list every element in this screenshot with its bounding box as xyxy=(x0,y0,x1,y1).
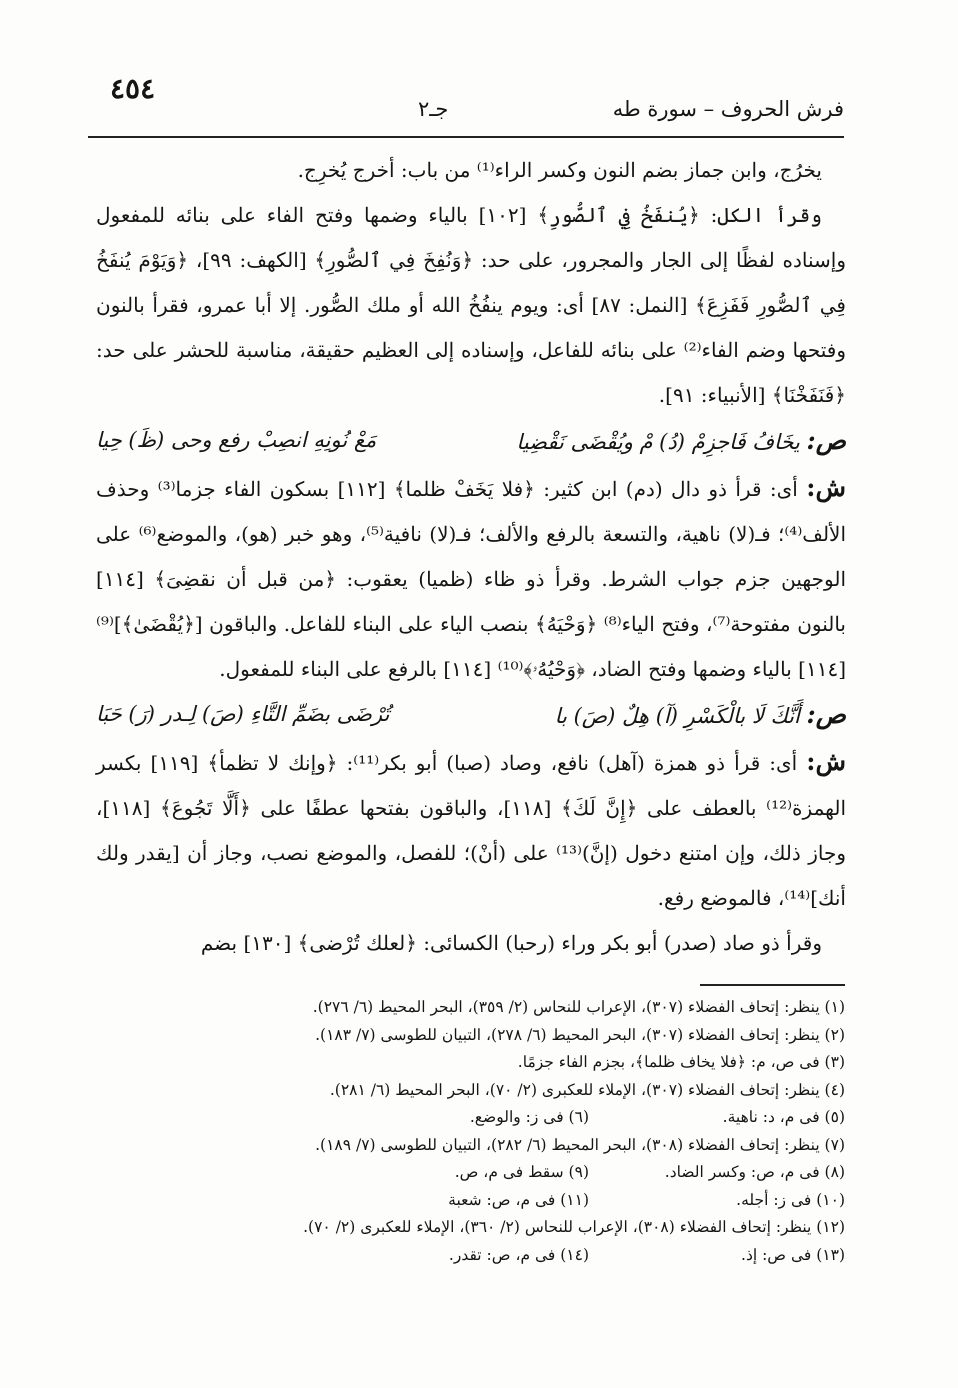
footnote: (٢) ينظر: إتحاف الفضلاء (٣٠٧)، البحر المحيط (٦/ ٢٧٨)، التبيان للطوسى (٧/ ١٨٣). xyxy=(315,1025,845,1044)
paragraph-last: وقرأ ذو صاد (صدر) أبو بكر وراء (رحبا) الكسائى: ﴿لعلك تُرْضى﴾ [١٣٠] بضم xyxy=(200,931,822,955)
running-title: فرش الحروف – سورة طه xyxy=(612,97,844,121)
footnote-row xyxy=(150,1077,845,1105)
footnote: (٤) ينظر: إتحاف الفضلاء (٣٠٧)، الإملاء للعكبرى (٢/ ٧٠)، البحر المحيط (٦/ ٢٨١). xyxy=(329,1080,845,1099)
running-header xyxy=(88,95,844,133)
verse-mark: ص: xyxy=(806,700,846,729)
poem-line-1 xyxy=(96,418,846,465)
footnote: (٦) فى ز: والوضع. xyxy=(469,1108,589,1126)
commentary-text: أى: قرأ ذو دال (دم) ابن كثير: ﴿فلا يَخَفْ ظلما﴾ [١١٢] بسكون الفاء جزما⁽³⁾ وحذف الألف⁽⁴⁾؛ فـ(لا) ناهية، والتسعة بالرفع والألف؛ فـ(لا) نافية⁽⁵⁾، وهو خبر (هو)، والموضع⁽⁶⁾ على الوجهين جزم جواب الشرط. وقرأ ذو ظاء (ظميا) يعقوب: ﴿من قبل أن نقضِىَ﴾ [١١٤] بالنون مفتوحة⁽⁷⁾، وفتح الياء⁽⁸⁾ ﴿وَحْيَهُ﴾ بنصب الياء على البناء للفاعل. والباقون [﴿يُقْضَىٰ﴾]⁽⁹⁾ [١١٤] بالياء وضمها وفتح الضاد، ﴿وَحْيُهُۥ﴾⁽¹⁰⁾ [١١٤] بالرفع على البناء للمفعول. xyxy=(96,477,846,681)
main-text xyxy=(96,148,846,966)
poem-line-2 xyxy=(96,692,846,739)
commentary-mark: ش: xyxy=(806,747,847,776)
footnote: (١) ينظر: إتحاف الفضلاء (٣٠٧)، الإعراب للنحاس (٢/ ٣٥٩)، البحر المحيط (٦/ ٢٧٦). xyxy=(312,998,845,1016)
footnote-row xyxy=(150,1132,845,1160)
footnote: (٥) فى م، د: ناهية. xyxy=(722,1108,845,1126)
poem-hemistich-right xyxy=(516,418,846,465)
hemistich-text: يخَافُ فَاجزِمْ (دُ) مْ ويُقْضَى نَقْضِيا xyxy=(516,430,800,454)
footnotes xyxy=(150,994,845,1269)
footnote-rule xyxy=(700,984,845,986)
footnote: (١٢) ينظر: إتحاف الفضلاء (٣٠٨)، الإعراب للنحاس (٢/ ٣٦٠)، الإملاء للعكبرى (٢/ ٧٠). xyxy=(303,1218,845,1236)
verse-mark: ص: xyxy=(806,426,846,455)
footnote: (٧) ينظر: إتحاف الفضلاء (٣٠٨)، البحر المحيط (٦/ ٢٨٢)، التبيان للطوسى (٧/ ١٨٩). xyxy=(315,1135,845,1154)
footnote-row xyxy=(150,1242,845,1270)
footnote: (١١) فى م، ص: شعبة xyxy=(448,1190,589,1209)
footnote-row xyxy=(150,1022,845,1050)
commentary-2 xyxy=(96,739,846,921)
volume-label: جـ٢ xyxy=(418,97,449,121)
poem-hemistich-left: مَعْ نُونِهِ انصِبْ رفع وحى (ظَ) حِيا xyxy=(96,428,377,452)
paragraph-1: يخرُج، وابن جماز بضم النون وكسر الراء⁽¹⁾ من باب: أخرج يُخرِج. xyxy=(297,158,822,182)
commentary-mark: ش: xyxy=(806,473,847,502)
hemistich-text: أَنَّكَ لَا بالْكَسْرِ (آ) هِلٌ (صَ) با xyxy=(554,704,800,728)
header-rule xyxy=(88,136,844,138)
footnote: (١٣) فى ص: إذ. xyxy=(741,1245,845,1264)
footnote: (١٠) فى ز: أجله. xyxy=(736,1190,845,1209)
commentary-1 xyxy=(96,465,846,692)
footnote: (٣) فى ص، م: ﴿فلا يخاف ظلما﴾، بجزم الفاء جزمًا. xyxy=(517,1053,845,1071)
paragraph-2: وقرأ الكل: ﴿يُنفَخُ فِي ٱلصُّورِ﴾ [١٠٢] بالياء وضمها وفتح الفاء على بنائه للمفعول وإسناده لفظًا إلى الجار والمجرور، على حد: ﴿وَنُفِخَ فِي ٱلصُّورِ﴾ [الكهف: ٩٩]، ﴿وَيَوْمَ يُنفَخُ فِي ٱلصُّورِ فَفَزِعَ﴾ [النمل: ٨٧] أى: ويوم ينفُخُ الله أو ملك الصُّور. إلا أبا عمرو، فقرأ بالنون وفتحها وضم الفاء⁽²⁾ على بنائه للفاعل، وإسناده إلى العظيم حقيقة، مناسبة للحشر على حد: ﴿فَنَفَخْنَا﴾ [الأنبياء: ٩١]. xyxy=(96,203,846,407)
poem-hemistich-right xyxy=(555,692,846,739)
footnote-row xyxy=(150,1049,845,1077)
footnote-row xyxy=(150,1104,845,1132)
footnote-row xyxy=(150,994,845,1022)
poem-hemistich-left: تُرْضَى بضَمِّ التَّاءِ (صَ) لِـدر (رَ) حَبَا xyxy=(96,702,390,726)
footnote-row xyxy=(150,1214,845,1242)
page-number: ٤٥٤ xyxy=(110,72,156,105)
footnote-row xyxy=(150,1159,845,1187)
footnote: (١٤) فى م، ص: تقدر. xyxy=(448,1245,589,1264)
commentary-text: أى: قرأ ذو همزة (آهل) نافع، وصاد (صبا) أبو بكر⁽¹¹⁾: ﴿وإنك لا تظمأ﴾ [١١٩] بكسر الهمزة⁽¹²⁾ بالعطف على ﴿إِنَّ لَكَ﴾ [١١٨]، والباقون بفتحها عطفًا على ﴿أَلَّا تَجُوعَ﴾ [١١٨]، وجاز ذلك، وإن امتنع دخول (إنَّ)⁽¹³⁾ على (أنْ)؛ للفصل، والموضع نصب، وجاز أن [يقدر ولك أنك]⁽¹⁴⁾، فالموضع رفع. xyxy=(96,751,846,910)
footnote: (٨) فى م، ص: وكسر الضاد. xyxy=(664,1163,845,1181)
footnote: (٩) سقط فى م، ص. xyxy=(454,1163,589,1181)
footnote-row xyxy=(150,1187,845,1215)
